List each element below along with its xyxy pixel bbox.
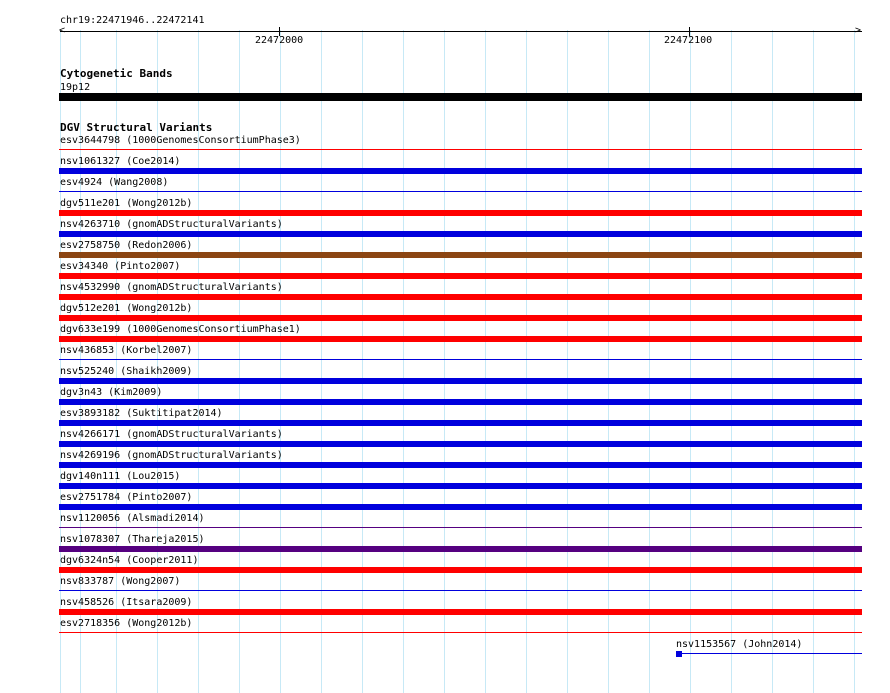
variant-label: esv3893182 (Suktitipat2014): [60, 408, 223, 419]
grid-line: [731, 30, 732, 693]
variant-bar: [59, 359, 862, 360]
grid-line: [239, 30, 240, 693]
variant-label: nsv1061327 (Coe2014): [60, 156, 181, 167]
cytoband-bar[interactable]: [59, 93, 862, 101]
variant-label: nsv4532990 (gnomADStructuralVariants): [60, 282, 283, 293]
variant-bar: [59, 273, 862, 279]
variant-label: nsv4269196 (gnomADStructuralVariants): [60, 450, 283, 461]
grid-line: [772, 30, 773, 693]
variant-label: esv34340 (Pinto2007): [60, 261, 181, 272]
variant-bar: [59, 399, 862, 405]
grid-line: [321, 30, 322, 693]
variant-bar: [59, 504, 862, 510]
ruler-tick-label: 22472000: [255, 35, 304, 46]
variant-bar: [59, 546, 862, 552]
variant-label: nsv458526 (Itsara2009): [60, 597, 193, 608]
variant-label: dgv3n43 (Kim2009): [60, 387, 163, 398]
variant-bar: [59, 231, 862, 237]
grid-line: [280, 30, 281, 693]
variant-bar: [59, 336, 862, 342]
variant-label: nsv525240 (Shaikh2009): [60, 366, 193, 377]
variant-bar: [59, 168, 862, 174]
variant-label: nsv1078307 (Thareja2015): [60, 534, 205, 545]
variant-label: nsv833787 (Wong2007): [60, 576, 181, 587]
cytoband-label: 19p12: [60, 82, 91, 93]
variant-label: esv4924 (Wang2008): [60, 177, 169, 188]
variant-bar: [59, 590, 862, 591]
variant-label: dgv140n111 (Lou2015): [60, 471, 181, 482]
variant-bar: [59, 252, 862, 258]
variant-label: esv2751784 (Pinto2007): [60, 492, 193, 503]
variant-label: esv3644798 (1000GenomesConsortiumPhase3): [60, 135, 301, 146]
grid-line: [403, 30, 404, 693]
variant-label: esv2718356 (Wong2012b): [60, 618, 193, 629]
variant-bar: [59, 609, 862, 615]
variant-bar: [59, 315, 862, 321]
grid-line: [813, 30, 814, 693]
grid-line: [485, 30, 486, 693]
grid-line: [567, 30, 568, 693]
cytoband-track-title[interactable]: Cytogenetic Bands: [60, 67, 173, 80]
variant-bar: [59, 483, 862, 489]
grid-line: [649, 30, 650, 693]
variant-label: dgv633e199 (1000GenomesConsortiumPhase1): [60, 324, 301, 335]
variant-bar: [59, 441, 862, 447]
variant-label: dgv6324n54 (Cooper2011): [60, 555, 199, 566]
ruler-range-label: chr19:22471946..22472141: [60, 15, 205, 26]
ruler-left-arrow: <: [59, 25, 66, 36]
variant-bar: [59, 294, 862, 300]
variant-bar: [59, 191, 862, 192]
grid-line: [526, 30, 527, 693]
variant-bar: [59, 527, 862, 528]
ruler-axis: [60, 31, 862, 32]
variant-label: dgv512e201 (Wong2012b): [60, 303, 193, 314]
variant-label: nsv4263710 (gnomADStructuralVariants): [60, 219, 283, 230]
variant-bar: [59, 420, 862, 426]
ruler-right-arrow: >: [855, 25, 862, 36]
variant-bar: [59, 210, 862, 216]
variant-bar: [59, 567, 862, 573]
variant-line: [676, 653, 862, 654]
grid-line: [608, 30, 609, 693]
grid-line: [690, 30, 691, 693]
dgv-track-title[interactable]: DGV Structural Variants: [60, 121, 213, 134]
variant-label: nsv4266171 (gnomADStructuralVariants): [60, 429, 283, 440]
ruler-tick-label: 22472100: [664, 35, 713, 46]
variant-label: nsv436853 (Korbel2007): [60, 345, 193, 356]
variant-bar: [59, 149, 862, 150]
variant-label: nsv1120056 (Alsmadi2014): [60, 513, 205, 524]
variant-start-marker: [676, 651, 682, 657]
grid-line: [444, 30, 445, 693]
variant-bar: [59, 632, 862, 633]
variant-bar: [59, 462, 862, 468]
variant-label: dgv511e201 (Wong2012b): [60, 198, 193, 209]
variant-label: nsv1153567 (John2014): [676, 639, 803, 650]
grid-line: [854, 30, 855, 693]
grid-line: [362, 30, 363, 693]
variant-label: esv2758750 (Redon2006): [60, 240, 193, 251]
variant-bar: [59, 378, 862, 384]
